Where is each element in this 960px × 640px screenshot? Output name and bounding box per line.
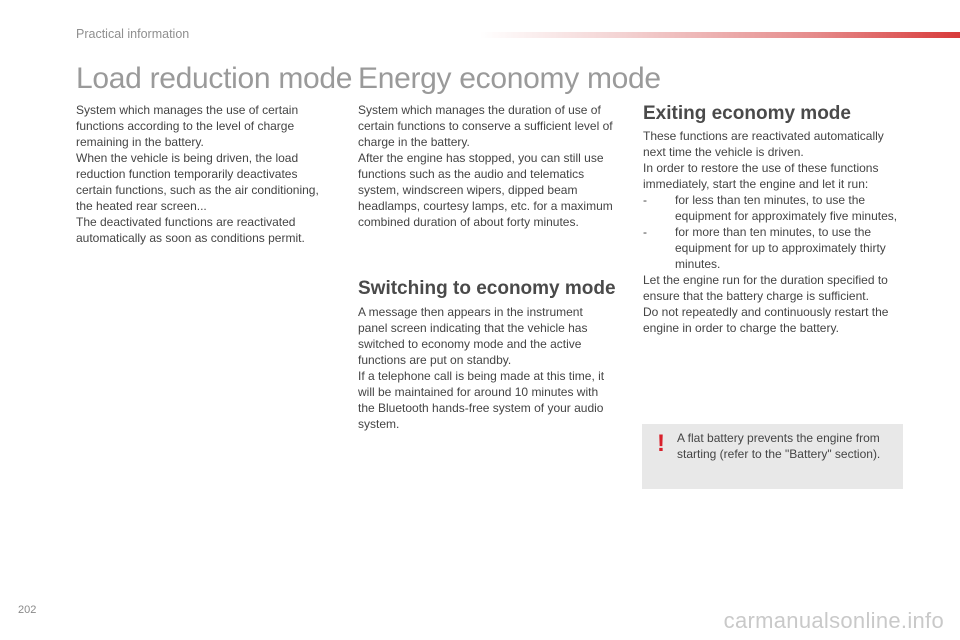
switching-body: [358, 304, 608, 432]
energy-economy-paragraph: After the engine has stopped, you can still use functions such as the audio and telematics system, windscreen wipers, dipped beam headlamps, courtesy lamps, etc. for a maximum combined duration of about forty minutes.: [358, 151, 613, 229]
exiting-bullet-text: for more than ten minutes, to use the equipment for up to approximately thirty minutes.: [675, 225, 886, 271]
energy-economy-body: [358, 102, 614, 230]
warning-icon: !: [657, 430, 665, 457]
load-reduction-paragraph: System which manages the use of certain functions according to the level of charge remaining in the battery.: [76, 103, 299, 149]
exiting-intro: These functions are reactivated automatically next time the vehicle is driven.: [643, 129, 884, 159]
exiting-body: [643, 128, 903, 336]
load-reduction-body: [76, 102, 331, 246]
energy-economy-paragraph: System which manages the duration of use of certain functions to conserve a sufficient level of charge in the battery.: [358, 103, 613, 149]
exiting-bullet-text: for less than ten minutes, to use the equipment for approximately five minutes,: [675, 193, 898, 223]
page-number: 202: [18, 604, 37, 616]
energy-economy-title: Energy economy mode: [358, 62, 661, 95]
exiting-bullet: [643, 224, 903, 272]
header-decor-bar: [480, 32, 960, 38]
warning-box: [642, 424, 903, 489]
section-header: Practical information: [76, 27, 190, 41]
watermark: carmanualsonline.info: [723, 608, 944, 633]
exiting-outro: Let the engine run for the duration specified to ensure that the battery charge is sufficient.: [643, 273, 888, 303]
bullet-dash: -: [643, 225, 647, 239]
switching-paragraph: A message then appears in the instrument panel screen indicating that the vehicle has switched to economy mode and the active functions are put on standby.: [358, 305, 588, 367]
load-reduction-title: Load reduction mode: [76, 62, 353, 95]
warning-text: A flat battery prevents the engine from starting (refer to the "Battery" section).: [677, 431, 881, 461]
exiting-bullet: [643, 192, 903, 224]
exiting-intro: In order to restore the use of these functions immediately, start the engine and let it run:: [643, 161, 879, 191]
bullet-dash: -: [643, 193, 647, 207]
switching-paragraph: If a telephone call is being made at this time, it will be maintained for around 10 minutes with the Bluetooth hands-free system of your audio system.: [358, 369, 605, 431]
exiting-outro: Do not repeatedly and continuously restart the engine in order to charge the battery.: [643, 305, 889, 335]
load-reduction-paragraph: The deactivated functions are reactivated automatically as soon as conditions permit.: [76, 215, 305, 245]
load-reduction-paragraph: When the vehicle is being driven, the load reduction function temporarily deactivates certain functions, such as the air conditioning, the heated rear screen...: [76, 151, 319, 213]
switching-title: Switching to economy mode: [358, 278, 616, 299]
exiting-title: Exiting economy mode: [643, 103, 851, 124]
